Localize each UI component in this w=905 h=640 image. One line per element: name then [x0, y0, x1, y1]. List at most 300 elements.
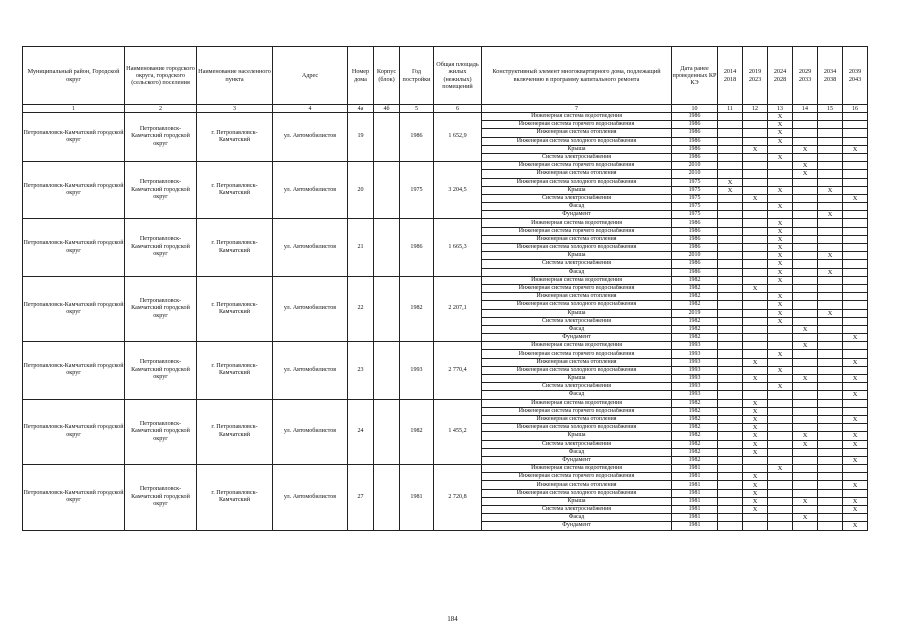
period-mark-cell: X	[793, 325, 818, 333]
period-mark-cell: X	[768, 219, 793, 227]
structural-element-cell: Инженерная система отопления	[482, 170, 672, 178]
structural-element-cell: Инженерная система холодного водоснабжения	[482, 424, 672, 432]
period-mark-cell: X	[743, 399, 768, 407]
period-mark-cell	[843, 170, 868, 178]
structural-element-cell: Инженерная система холодного водоснабжения	[482, 137, 672, 145]
prior-repair-date-cell: 1981	[672, 473, 718, 481]
column-number-cell: 3	[197, 105, 273, 113]
period-mark-cell	[818, 506, 843, 514]
period-mark-cell	[743, 268, 768, 276]
period-mark-cell: X	[843, 391, 868, 399]
prior-repair-date-cell: 1982	[672, 415, 718, 423]
period-mark-cell	[718, 440, 743, 448]
period-mark-cell	[793, 153, 818, 161]
block-cell	[374, 342, 400, 399]
period-mark-cell	[843, 162, 868, 170]
period-mark-cell	[718, 145, 743, 153]
address-cell: ул. Автомобилистов	[273, 399, 348, 465]
structural-element-cell: Инженерная система водоотведения	[482, 219, 672, 227]
period-mark-cell	[793, 235, 818, 243]
period-mark-cell	[718, 219, 743, 227]
period-mark-cell	[843, 284, 868, 292]
prior-repair-date-cell: 1982	[672, 440, 718, 448]
table-row	[23, 465, 868, 473]
period-mark-cell: X	[843, 432, 868, 440]
period-mark-cell	[718, 276, 743, 284]
period-mark-cell	[718, 399, 743, 407]
period-mark-cell	[793, 399, 818, 407]
structural-element-cell: Инженерная система отопления	[482, 129, 672, 137]
area-cell: 1 455,2	[434, 399, 482, 465]
prior-repair-date-cell: 1982	[672, 424, 718, 432]
period-mark-cell	[793, 252, 818, 260]
header-period-2039-2043: 2039 2043	[843, 47, 868, 105]
period-mark-cell	[818, 203, 843, 211]
period-mark-cell	[743, 456, 768, 464]
table-row	[23, 342, 868, 350]
period-mark-cell	[818, 415, 843, 423]
period-mark-cell	[818, 227, 843, 235]
period-mark-cell	[743, 235, 768, 243]
period-mark-cell	[843, 219, 868, 227]
period-mark-cell	[818, 334, 843, 342]
period-mark-cell: X	[743, 415, 768, 423]
district-cell: Петропавловск-Камчатский городской округ	[23, 399, 125, 465]
locality-cell: г. Петропавловск-Камчатский	[197, 399, 273, 465]
period-mark-cell	[818, 129, 843, 137]
period-mark-cell	[818, 358, 843, 366]
block-cell	[374, 399, 400, 465]
period-mark-cell: X	[768, 317, 793, 325]
district-cell: Петропавловск-Камчатский городской округ	[23, 342, 125, 399]
period-mark-cell	[743, 309, 768, 317]
period-mark-cell	[718, 129, 743, 137]
period-mark-cell	[818, 342, 843, 350]
period-mark-cell	[793, 301, 818, 309]
period-mark-cell	[843, 268, 868, 276]
block-cell	[374, 113, 400, 162]
header-address: Адрес	[273, 47, 348, 105]
prior-repair-date-cell: 1986	[672, 129, 718, 137]
period-mark-cell	[843, 399, 868, 407]
period-mark-cell	[818, 145, 843, 153]
column-number-cell: 11	[718, 105, 743, 113]
period-mark-cell	[768, 325, 793, 333]
period-mark-cell: X	[743, 489, 768, 497]
period-mark-cell	[818, 137, 843, 145]
period-mark-cell: X	[843, 358, 868, 366]
period-mark-cell	[793, 456, 818, 464]
table-row	[23, 276, 868, 284]
period-mark-cell	[743, 186, 768, 194]
period-mark-cell	[843, 293, 868, 301]
period-mark-cell	[768, 284, 793, 292]
period-mark-cell: X	[843, 440, 868, 448]
area-cell: 2 770,4	[434, 342, 482, 399]
period-mark-cell	[843, 465, 868, 473]
period-mark-cell: X	[743, 407, 768, 415]
build-year-cell: 1975	[400, 162, 434, 219]
period-mark-cell: X	[743, 375, 768, 383]
prior-repair-date-cell: 1986	[672, 219, 718, 227]
structural-element-cell: Крыша	[482, 432, 672, 440]
structural-element-cell: Фундамент	[482, 334, 672, 342]
prior-repair-date-cell: 1986	[672, 145, 718, 153]
settlement-cell: Петропавловск-Камчатский городской округ	[125, 113, 197, 162]
header-locality: Наименование населенного пункта	[197, 47, 273, 105]
period-mark-cell	[818, 153, 843, 161]
period-mark-cell	[793, 137, 818, 145]
period-mark-cell	[743, 252, 768, 260]
period-mark-cell	[843, 113, 868, 121]
period-mark-cell	[718, 424, 743, 432]
period-mark-cell	[818, 170, 843, 178]
period-mark-cell	[843, 137, 868, 145]
house-number-cell: 27	[348, 465, 374, 531]
period-mark-cell	[818, 162, 843, 170]
period-mark-cell	[793, 309, 818, 317]
prior-repair-date-cell: 1993	[672, 358, 718, 366]
period-mark-cell	[768, 342, 793, 350]
period-mark-cell	[843, 203, 868, 211]
period-mark-cell	[793, 358, 818, 366]
period-mark-cell: X	[768, 186, 793, 194]
period-mark-cell: X	[743, 358, 768, 366]
structural-element-cell: Крыша	[482, 145, 672, 153]
period-mark-cell	[743, 317, 768, 325]
period-mark-cell	[768, 211, 793, 219]
period-mark-cell	[843, 121, 868, 129]
period-mark-cell	[793, 415, 818, 423]
period-mark-cell	[818, 219, 843, 227]
period-mark-cell	[743, 153, 768, 161]
period-mark-cell: X	[768, 383, 793, 391]
period-mark-cell	[768, 399, 793, 407]
period-mark-cell: X	[843, 194, 868, 202]
district-cell: Петропавловск-Камчатский городской округ	[23, 219, 125, 276]
period-mark-cell: X	[843, 334, 868, 342]
district-cell: Петропавловск-Камчатский городской округ	[23, 465, 125, 531]
house-number-cell: 19	[348, 113, 374, 162]
structural-element-cell: Инженерная система холодного водоснабжения	[482, 178, 672, 186]
block-cell	[374, 276, 400, 342]
period-mark-cell	[818, 473, 843, 481]
period-mark-cell	[718, 415, 743, 423]
period-mark-cell	[843, 325, 868, 333]
prior-repair-date-cell: 1986	[672, 227, 718, 235]
structural-element-cell: Инженерная система холодного водоснабжения	[482, 301, 672, 309]
prior-repair-date-cell: 1986	[672, 235, 718, 243]
period-mark-cell: X	[843, 456, 868, 464]
settlement-cell: Петропавловск-Камчатский городской округ	[125, 465, 197, 531]
period-mark-cell: X	[743, 440, 768, 448]
header-build-year: Год постройки	[400, 47, 434, 105]
period-mark-cell	[843, 366, 868, 374]
structural-element-cell: Система электроснабжения	[482, 153, 672, 161]
period-mark-cell	[843, 350, 868, 358]
structural-element-cell: Фасад	[482, 514, 672, 522]
period-mark-cell	[743, 244, 768, 252]
period-mark-cell: X	[768, 129, 793, 137]
prior-repair-date-cell: 1982	[672, 325, 718, 333]
period-mark-cell: X	[743, 432, 768, 440]
prior-repair-date-cell: 1982	[672, 334, 718, 342]
period-mark-cell	[793, 113, 818, 121]
settlement-cell: Петропавловск-Камчатский городской округ	[125, 162, 197, 219]
period-mark-cell	[793, 448, 818, 456]
capital-repair-program-table-sheet	[22, 46, 867, 531]
structural-element-cell: Инженерная система горячего водоснабжения	[482, 473, 672, 481]
structural-element-cell: Инженерная система отопления	[482, 293, 672, 301]
period-mark-cell	[743, 325, 768, 333]
period-mark-cell	[818, 399, 843, 407]
prior-repair-date-cell: 1975	[672, 203, 718, 211]
period-mark-cell	[743, 211, 768, 219]
period-mark-cell	[818, 424, 843, 432]
prior-repair-date-cell: 1986	[672, 113, 718, 121]
period-mark-cell	[843, 178, 868, 186]
period-mark-cell	[843, 301, 868, 309]
house-number-cell: 20	[348, 162, 374, 219]
address-cell: ул. Автомобилистов	[273, 465, 348, 531]
period-mark-cell	[818, 456, 843, 464]
period-mark-cell	[818, 276, 843, 284]
period-mark-cell	[818, 448, 843, 456]
period-mark-cell	[843, 407, 868, 415]
address-cell: ул. Автомобилистов	[273, 219, 348, 276]
period-mark-cell: X	[793, 497, 818, 505]
period-mark-cell	[768, 145, 793, 153]
period-mark-cell	[718, 448, 743, 456]
period-mark-cell	[793, 473, 818, 481]
period-mark-cell	[793, 276, 818, 284]
period-mark-cell: X	[743, 481, 768, 489]
period-mark-cell	[793, 489, 818, 497]
period-mark-cell	[793, 350, 818, 358]
period-mark-cell	[768, 432, 793, 440]
period-mark-cell	[793, 203, 818, 211]
structural-element-cell: Система электроснабжения	[482, 317, 672, 325]
period-mark-cell	[768, 415, 793, 423]
period-mark-cell	[818, 522, 843, 530]
column-number-cell: 1	[23, 105, 125, 113]
column-number-cell: 4а	[348, 105, 374, 113]
period-mark-cell	[818, 293, 843, 301]
period-mark-cell: X	[743, 497, 768, 505]
period-mark-cell	[718, 317, 743, 325]
prior-repair-date-cell: 1982	[672, 432, 718, 440]
period-mark-cell: X	[743, 145, 768, 153]
period-mark-cell	[743, 113, 768, 121]
period-mark-cell	[743, 137, 768, 145]
structural-element-cell: Инженерная система водоотведения	[482, 465, 672, 473]
column-number-cell: 12	[743, 105, 768, 113]
district-cell: Петропавловск-Камчатский городской округ	[23, 276, 125, 342]
header-structural-element: Конструктивный элемент многоквартирного дома, подлежащий включению в программу капитального ремонта	[482, 47, 672, 105]
period-mark-cell	[768, 497, 793, 505]
period-mark-cell: X	[768, 293, 793, 301]
period-mark-cell: X	[768, 252, 793, 260]
period-mark-cell	[768, 170, 793, 178]
period-mark-cell	[743, 129, 768, 137]
period-mark-cell	[718, 244, 743, 252]
structural-element-cell: Инженерная система водоотведения	[482, 342, 672, 350]
period-mark-cell	[718, 153, 743, 161]
period-mark-cell	[793, 260, 818, 268]
period-mark-cell	[718, 375, 743, 383]
period-mark-cell	[718, 432, 743, 440]
period-mark-cell: X	[843, 145, 868, 153]
prior-repair-date-cell: 1982	[672, 448, 718, 456]
prior-repair-date-cell: 1986	[672, 137, 718, 145]
period-mark-cell	[818, 121, 843, 129]
repair-program-table	[22, 46, 868, 531]
period-mark-cell	[743, 342, 768, 350]
period-mark-cell	[818, 301, 843, 309]
period-mark-cell: X	[818, 186, 843, 194]
period-mark-cell	[818, 407, 843, 415]
period-mark-cell	[793, 227, 818, 235]
structural-element-cell: Система электроснабжения	[482, 383, 672, 391]
prior-repair-date-cell: 2010	[672, 162, 718, 170]
house-number-cell: 21	[348, 219, 374, 276]
block-cell	[374, 465, 400, 531]
period-mark-cell	[843, 252, 868, 260]
structural-element-cell: Инженерная система отопления	[482, 235, 672, 243]
table-row	[23, 219, 868, 227]
locality-cell: г. Петропавловск-Камчатский	[197, 276, 273, 342]
structural-element-cell: Крыша	[482, 497, 672, 505]
period-mark-cell	[768, 358, 793, 366]
period-mark-cell	[743, 227, 768, 235]
period-mark-cell	[718, 489, 743, 497]
structural-element-cell: Фундамент	[482, 456, 672, 464]
period-mark-cell	[843, 211, 868, 219]
structural-element-cell: Инженерная система холодного водоснабжения	[482, 244, 672, 252]
period-mark-cell: X	[818, 211, 843, 219]
prior-repair-date-cell: 1986	[672, 260, 718, 268]
prior-repair-date-cell: 1981	[672, 497, 718, 505]
period-mark-cell	[768, 481, 793, 489]
period-mark-cell	[768, 375, 793, 383]
column-number-cell: 4	[273, 105, 348, 113]
structural-element-cell: Фундамент	[482, 211, 672, 219]
period-mark-cell	[843, 473, 868, 481]
house-number-cell: 22	[348, 276, 374, 342]
period-mark-cell	[718, 465, 743, 473]
table-row	[23, 399, 868, 407]
period-mark-cell	[793, 407, 818, 415]
header-period-2034-2038: 2034 2038	[818, 47, 843, 105]
column-number-cell: 7	[482, 105, 672, 113]
period-mark-cell: X	[768, 137, 793, 145]
header-prior-repair-date: Дата ранее проведенных КР КЭ	[672, 47, 718, 105]
period-mark-cell	[718, 383, 743, 391]
structural-element-cell: Инженерная система горячего водоснабжения	[482, 227, 672, 235]
prior-repair-date-cell: 1982	[672, 407, 718, 415]
period-mark-cell	[768, 506, 793, 514]
period-mark-cell	[793, 383, 818, 391]
period-mark-cell	[843, 317, 868, 325]
period-mark-cell: X	[768, 153, 793, 161]
period-mark-cell	[718, 235, 743, 243]
prior-repair-date-cell: 1981	[672, 506, 718, 514]
prior-repair-date-cell: 1993	[672, 391, 718, 399]
period-mark-cell	[818, 366, 843, 374]
period-mark-cell	[843, 309, 868, 317]
prior-repair-date-cell: 1981	[672, 465, 718, 473]
period-mark-cell: X	[768, 276, 793, 284]
period-mark-cell	[718, 506, 743, 514]
build-year-cell: 1981	[400, 465, 434, 531]
period-mark-cell	[718, 137, 743, 145]
period-mark-cell	[843, 424, 868, 432]
period-mark-cell	[793, 129, 818, 137]
period-mark-cell	[843, 235, 868, 243]
period-mark-cell: X	[718, 178, 743, 186]
period-mark-cell	[743, 170, 768, 178]
period-mark-cell	[768, 456, 793, 464]
period-mark-cell	[818, 317, 843, 325]
period-mark-cell	[743, 121, 768, 129]
structural-element-cell: Крыша	[482, 309, 672, 317]
period-mark-cell	[768, 162, 793, 170]
period-mark-cell	[718, 211, 743, 219]
prior-repair-date-cell: 1982	[672, 293, 718, 301]
period-mark-cell	[793, 178, 818, 186]
period-mark-cell	[718, 481, 743, 489]
period-mark-cell	[718, 301, 743, 309]
prior-repair-date-cell: 1993	[672, 366, 718, 374]
build-year-cell: 1993	[400, 342, 434, 399]
period-mark-cell: X	[768, 113, 793, 121]
period-mark-cell	[718, 456, 743, 464]
prior-repair-date-cell: 1982	[672, 399, 718, 407]
period-mark-cell	[793, 284, 818, 292]
address-cell: ул. Автомобилистов	[273, 276, 348, 342]
prior-repair-date-cell: 1982	[672, 301, 718, 309]
house-number-cell: 23	[348, 342, 374, 399]
period-mark-cell: X	[793, 162, 818, 170]
prior-repair-date-cell: 1982	[672, 456, 718, 464]
column-number-cell: 14	[793, 105, 818, 113]
period-mark-cell: X	[768, 309, 793, 317]
period-mark-cell: X	[768, 465, 793, 473]
area-cell: 2 207,1	[434, 276, 482, 342]
period-mark-cell: X	[743, 194, 768, 202]
period-mark-cell	[718, 252, 743, 260]
prior-repair-date-cell: 2010	[672, 252, 718, 260]
period-mark-cell	[718, 260, 743, 268]
structural-element-cell: Инженерная система горячего водоснабжения	[482, 284, 672, 292]
period-mark-cell	[743, 514, 768, 522]
structural-element-cell: Крыша	[482, 252, 672, 260]
structural-element-cell: Инженерная система отопления	[482, 481, 672, 489]
period-mark-cell	[793, 334, 818, 342]
period-mark-cell	[818, 284, 843, 292]
period-mark-cell: X	[793, 375, 818, 383]
structural-element-cell: Фасад	[482, 268, 672, 276]
area-cell: 3 204,5	[434, 162, 482, 219]
period-mark-cell	[793, 194, 818, 202]
area-cell: 1 652,9	[434, 113, 482, 162]
house-number-cell: 24	[348, 399, 374, 465]
period-mark-cell: X	[793, 170, 818, 178]
period-mark-cell: X	[743, 424, 768, 432]
period-mark-cell	[793, 506, 818, 514]
period-mark-cell	[718, 391, 743, 399]
locality-cell: г. Петропавловск-Камчатский	[197, 113, 273, 162]
